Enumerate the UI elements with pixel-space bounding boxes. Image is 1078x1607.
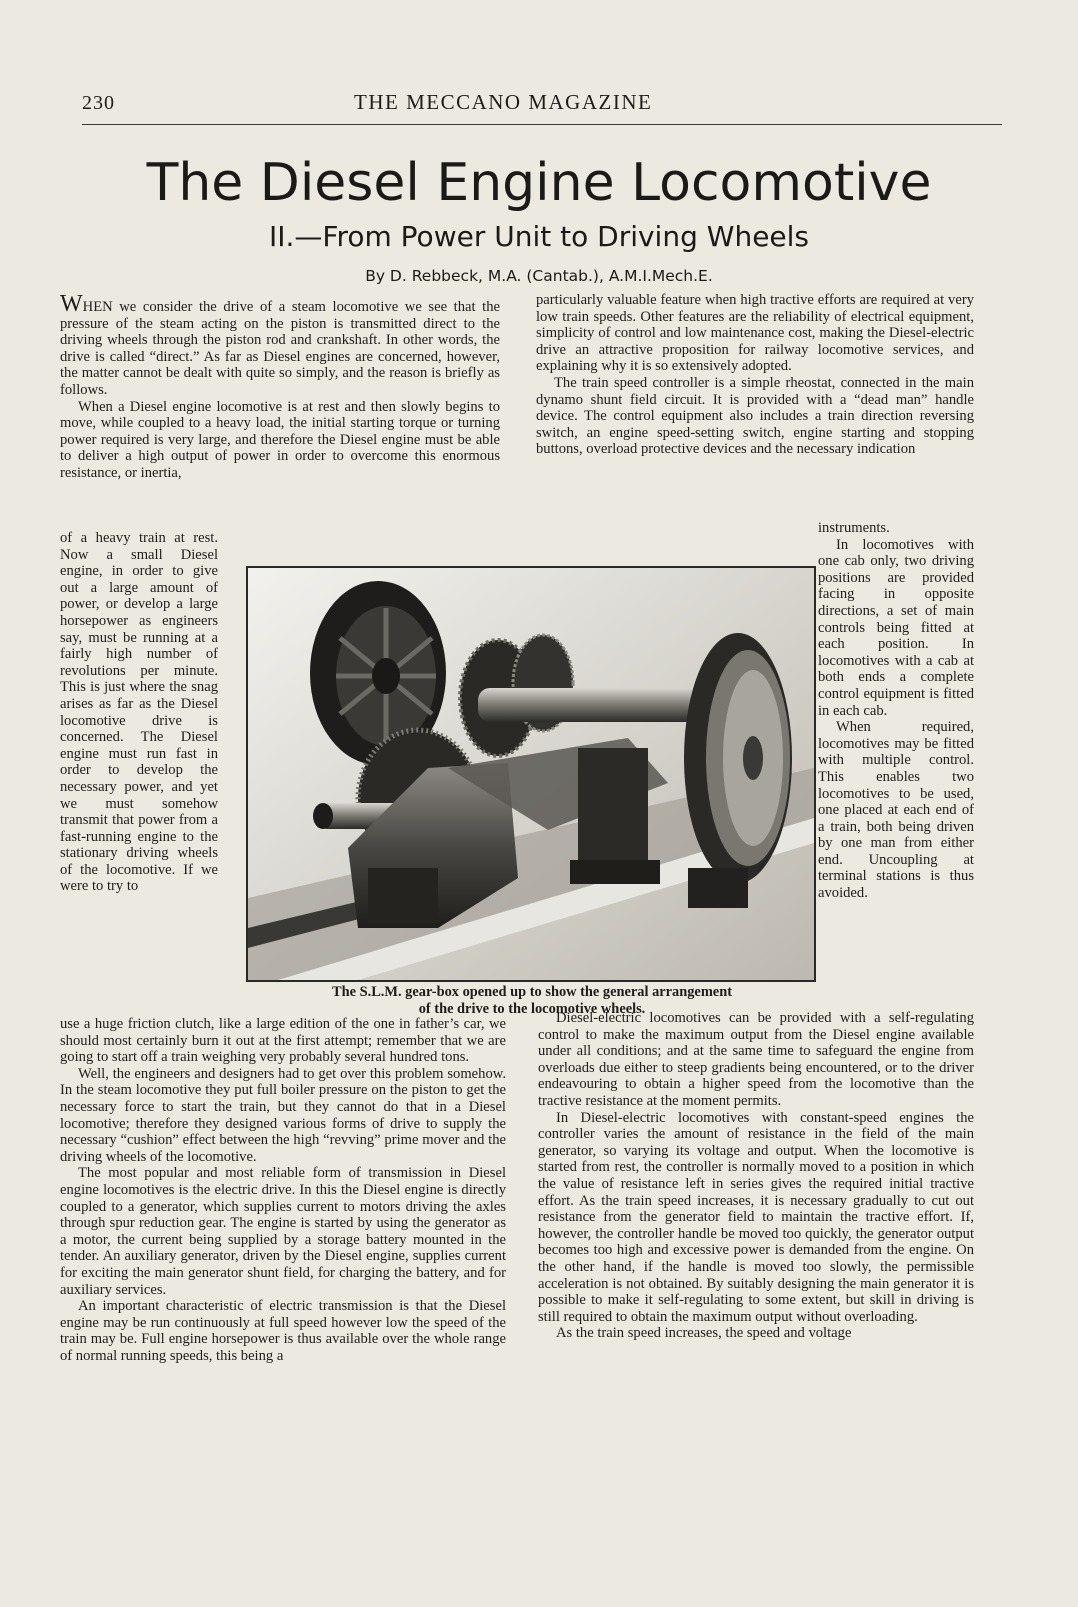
- right-paragraph-7: As the train speed increases, the speed and voltage: [556, 1325, 852, 1342]
- left-column-bottom: [60, 1016, 506, 1364]
- drop-cap: W: [60, 291, 83, 317]
- left-paragraph-2c: use a huge friction clutch, like a large edition of the one in father’s car, we should most certainly burn it out at the first attempt; remember that we are going to start off a train weighing very probably several hundred tons.: [60, 1016, 506, 1066]
- right-paragraph-1: particularly valuable feature when high tractive efforts are required at very low train speeds. Other features are the reliability of electrical equipment, simplicity of control and low maintenance cost, making the Diesel-electric drive an attractive proposition for railway locomotive services, and explaining why it is so extensively adopted.: [536, 292, 974, 375]
- running-title: THE MECCANO MAGAZINE: [354, 90, 653, 114]
- right-column-narrow: [818, 520, 974, 902]
- page-number: 230: [82, 92, 115, 114]
- article-byline: By D. Rebbeck, M.A. (Cantab.), A.M.I.Mech.E.: [365, 267, 713, 285]
- article-title: The Diesel Engine Locomotive: [146, 153, 932, 213]
- caption-line-2: of the drive to the locomotive wheels.: [418, 1001, 646, 1017]
- page-header: [82, 86, 1002, 120]
- left-paragraph-2a: When a Diesel engine locomotive is at rest and then slowly begins to move, while coupled to a heavy load, the initial starting torque or turning power required is very large, and therefore the Diesel engine must be able to deliver a high output of power in order to overcome this enormous resistance, or inertia,: [60, 398, 500, 481]
- left-paragraph-4: The most popular and most reliable form of transmission in Diesel engine locomotives is the electric drive. In this the Diesel engine is directly coupled to a generator, which supplies current to motors driving the axles through spur reduction gear. The engine is started by using the generator as a motor, the current being supplied by a storage battery mounted in the tender. An auxiliary generator, driven by the Diesel engine, supplies current for exciting the main generator shunt field, for charging the battery, and for auxiliary services.: [60, 1165, 506, 1298]
- gearbox-photo: [246, 566, 816, 982]
- right-column-top: [536, 292, 974, 458]
- caption-line-1: The S.L.M. gear-box opened up to show the general arrangement: [332, 984, 732, 1000]
- right-paragraph-5: Diesel-electric locomotives can be provided with a self-regulating control to make the maximum output from the Diesel engine available under all conditions; and at the same time to safeguard the engine from overloads due either to steep gradients being encountered, or to the driver endeavouring to obtain a higher speed from the locomotive than the tractive resistance at the moment permits.: [538, 1010, 974, 1109]
- right-paragraph-6: In Diesel-electric locomotives with constant-speed engines the controller varies the amount of resistance in the field of the main generator, so varying its voltage and output. When the locomotive is started from rest, the controller is normally moved to a position in which the value of resistance left in series gives the required initial tractive effort. As the train speed increases, it is necessary gradually to cut out resistance from the generator field to maintain the tractive effort. If, however, the controller handle be moved too quickly, the generator output becomes too high and excessive power is demanded from the engine. On the other hand, if the handle is moved too slowly, the permissible acceleration is not obtained. By suitably designing the main generator it is possible to make it self-regulating to some extent, but skill in driving is still required to obtain the maximum output without overloading.: [538, 1109, 974, 1325]
- left-paragraph-1: [60, 291, 500, 399]
- left-paragraph-2b: of a heavy train at rest. Now a small Diesel engine, in order to give out a large amount of power, or develop a large horsepower as engineers say, must be running at a fairly high number of revolutions per minute. This is just where the snag arises as far as the Diesel locomotive drive is concerned. The Diesel engine must run fast in order to develop the necessary power, and yet we must somehow transmit that power from a fast-running engine to the stationary driving wheels of the locomotive. If we were to try to: [60, 530, 218, 895]
- article-subtitle: II.—From Power Unit to Driving Wheels: [268, 220, 810, 253]
- right-paragraph-4: When required, locomotives may be fitted with multiple control. This enables two locomotives to be used, one placed at each end of a train, both being driven by one man from either end. Uncoupling at terminal stations is thus avoided.: [818, 719, 974, 902]
- right-paragraph-2b: instruments.: [818, 520, 890, 536]
- left-paragraph-5: An important characteristic of electric transmission is that the Diesel engine may be run continuously at full speed however low the speed of the train may be. Full engine horsepower is thus available over the whole range of normal running speeds, this being a: [60, 1298, 506, 1364]
- right-paragraph-3: In locomotives with one cab only, two driving positions are provided facing in opposite directions, a set of main controls being fitted at each position. In locomotives with a cab at both ends a complete control equipment is fitted in each cab.: [818, 536, 974, 719]
- left-column-narrow: [60, 530, 218, 895]
- right-column-bottom: [538, 1010, 974, 1342]
- left-paragraph-3: Well, the engineers and designers had to get over this problem somehow. In the steam locomotive they put full boiler pressure on the piston to get the necessary force to start the train, but they cannot do that in a Diesel locomotive; therefore they designed various forms of drive to supply the necessary “cushion” effect between the high “revving” prime mover and the driving wheels of the locomotive.: [60, 1065, 506, 1165]
- right-paragraph-2a: The train speed controller is a simple rheostat, connected in the main dynamo shunt field circuit. It is provided with a “dead man” handle device. The control equipment also includes a train direction reversing switch, an engine speed-setting switch, engine starting and stopping buttons, overload protective devices and the necessary indication: [536, 374, 974, 458]
- figure-caption: [232, 984, 832, 1018]
- header-rule: [82, 124, 1002, 125]
- left-paragraph-1-text: HEN we consider the drive of a steam locomotive we see that the pressure of the steam acting on the piston is transmitted direct to the driving wheels through the piston rod and crankshaft. In other words, the drive is called “direct.” As far as Diesel engines are concerned, however, the matter cannot be dealt with quite so simply, and the reason is briefly as follows.: [60, 299, 500, 398]
- left-column-top: [60, 291, 500, 482]
- gearbox-illustration: [248, 568, 814, 980]
